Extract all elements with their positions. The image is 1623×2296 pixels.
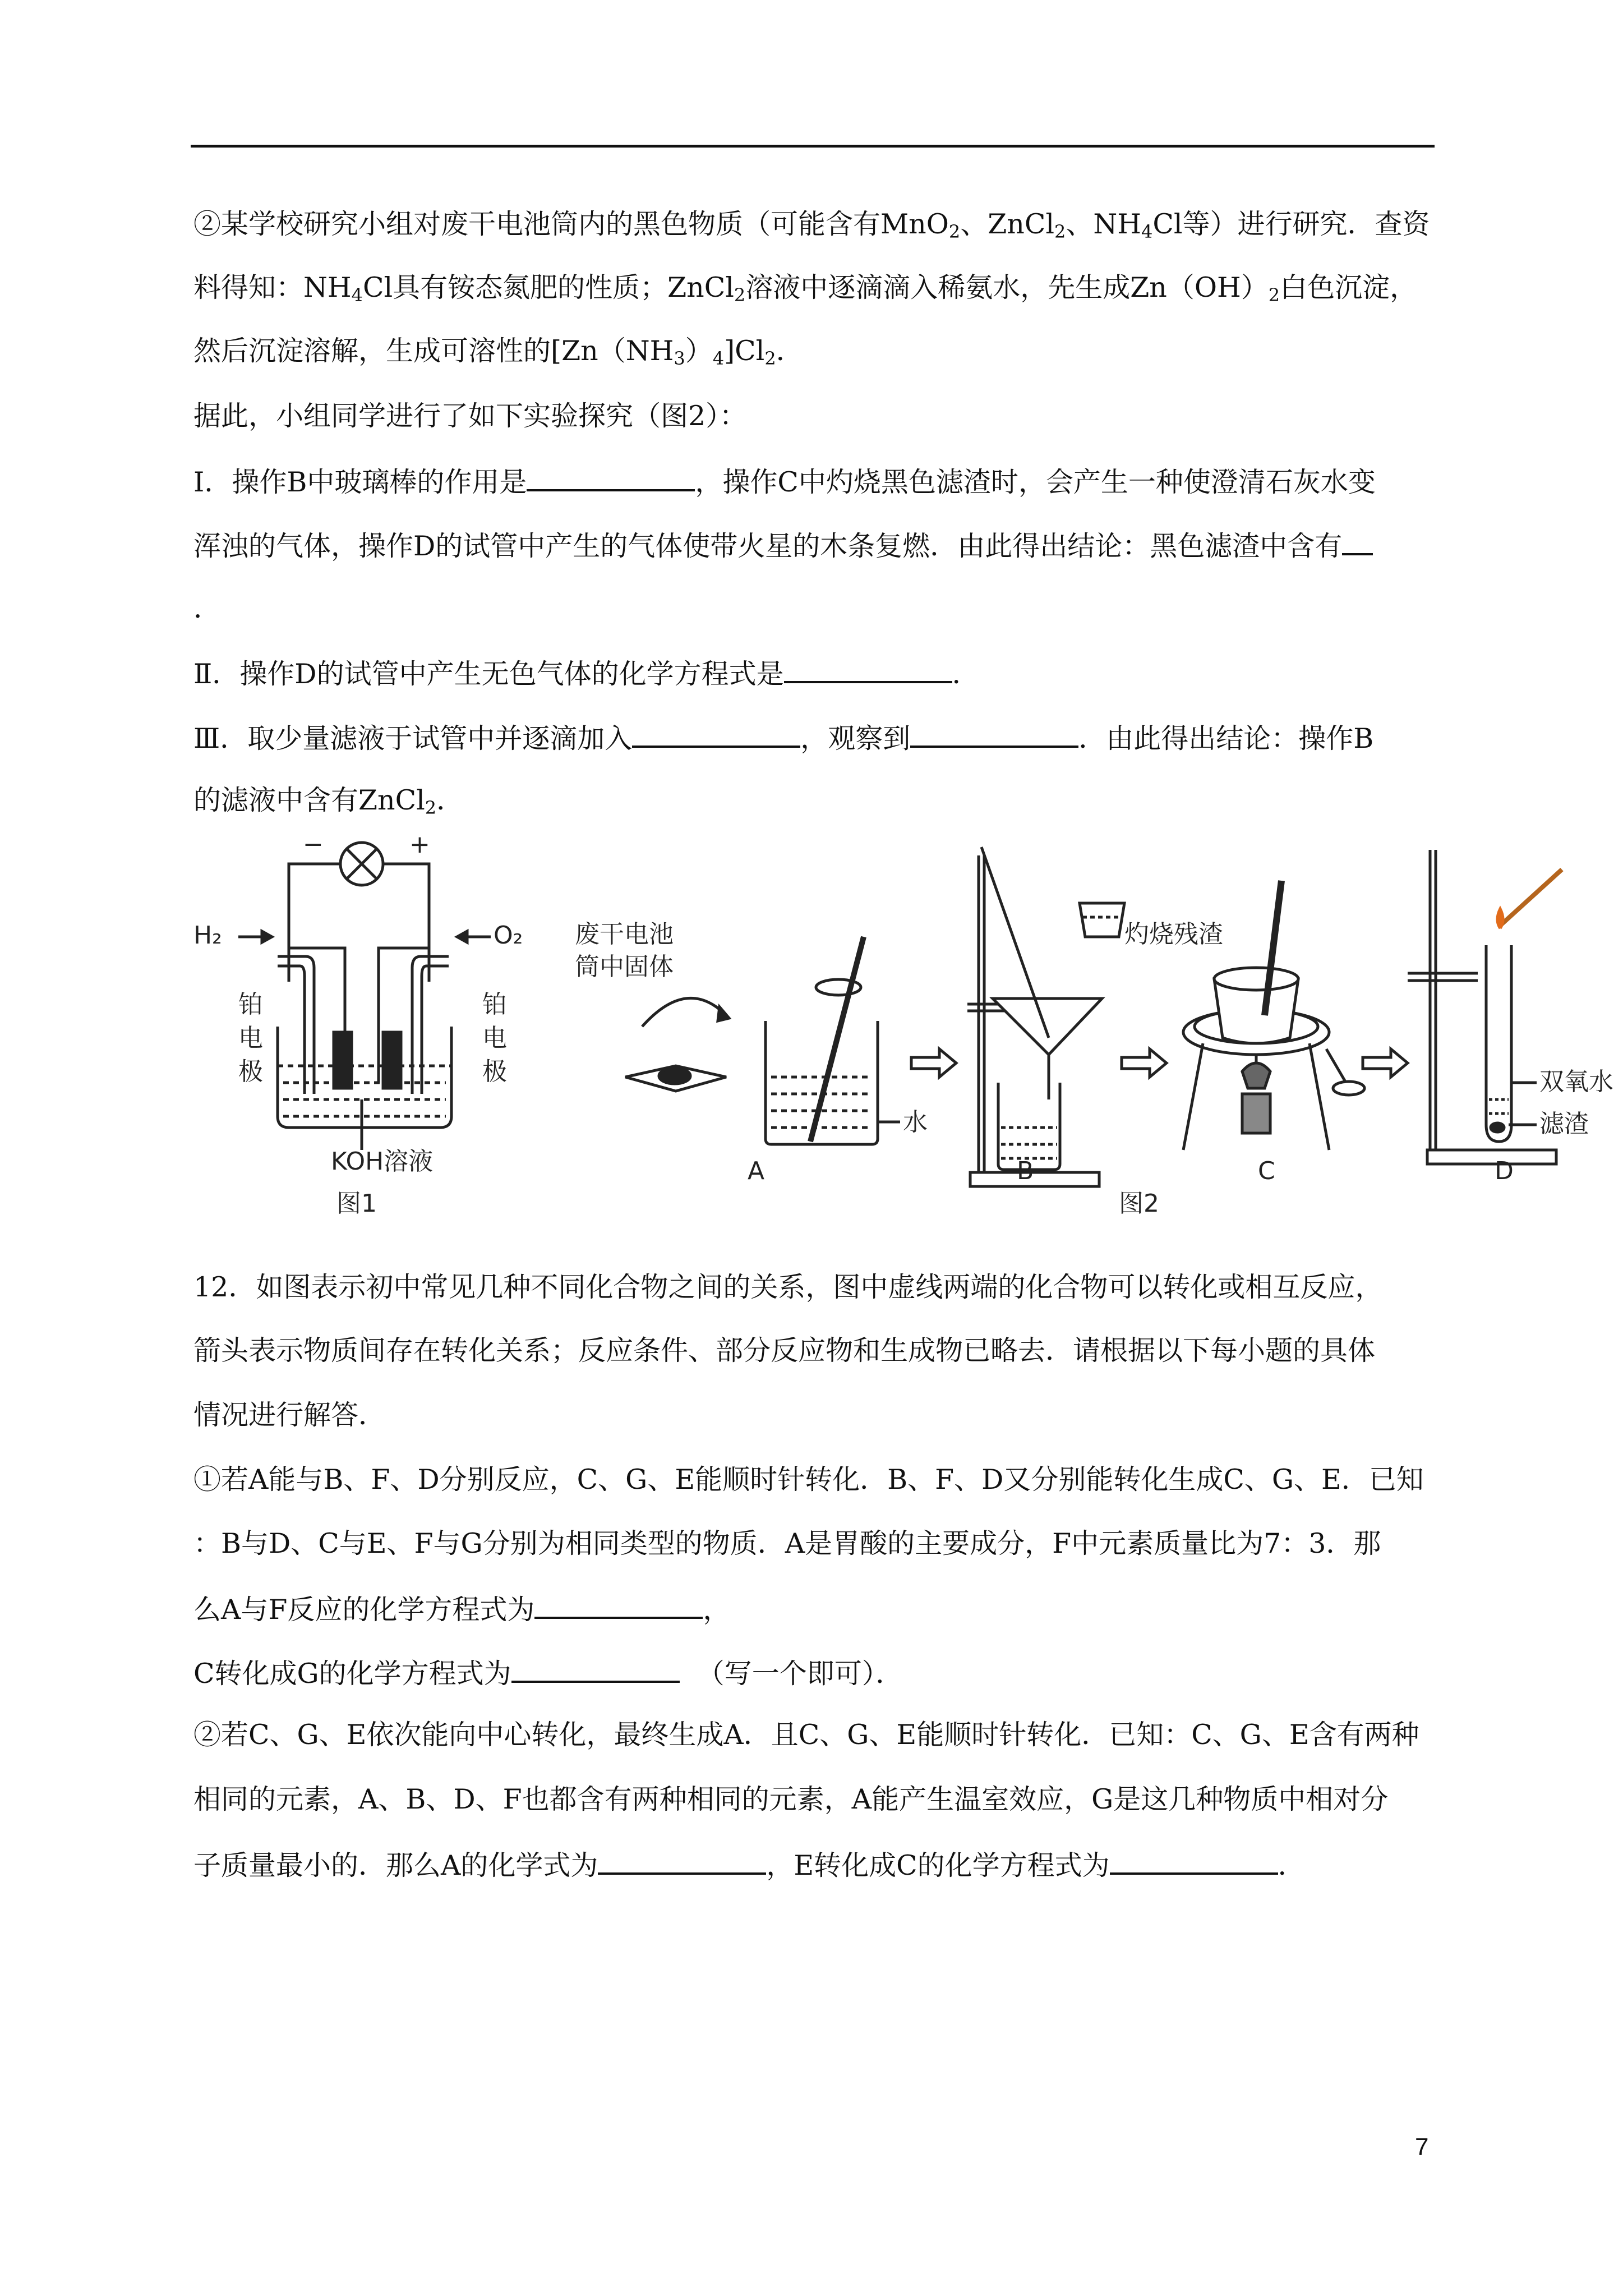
- svg-text:电: 电: [482, 1024, 507, 1052]
- text-line: 浑浊的气体，操作D的试管中产生的气体使带火星的木条复燃．由此得出结论：黑色滤渣中含有: [193, 527, 1450, 563]
- header-rule: [191, 145, 1435, 148]
- page-number: 7: [1415, 2133, 1429, 2161]
- svg-text:滤渣: 滤渣: [1539, 1110, 1589, 1138]
- text-line: 据此，小组同学进行了如下实验探究（图2）：: [193, 400, 747, 432]
- text-line: 子质量最小的．那么A的化学式为 ，E转化成C的化学方程式为 ．: [193, 1847, 1450, 1883]
- answer-blank[interactable]: [1110, 1847, 1278, 1875]
- svg-text:极: 极: [482, 1057, 507, 1086]
- svg-text:C: C: [1258, 1157, 1275, 1185]
- svg-text:灼烧残渣: 灼烧残渣: [1124, 920, 1223, 949]
- answer-blank[interactable]: [598, 1847, 766, 1875]
- svg-text:+: +: [409, 836, 430, 859]
- step-d-test-tube: [1408, 850, 1562, 1164]
- text-line: ．: [193, 592, 222, 624]
- svg-text:图1: 图1: [336, 1189, 377, 1218]
- text-line: 么A与F反应的化学方程式为 ，: [193, 1591, 1450, 1627]
- text-line: ：B与D、C与E、F与G分别为相同类型的物质．A是胃酸的主要成分，F中元素质量比为7：3．那: [193, 1527, 1381, 1559]
- svg-text:极: 极: [238, 1057, 263, 1086]
- text-line: 料得知：$NH_4Cl$具有铵态氮肥的性质；ZnCl$_2$溶液中逐滴滴入稀氨水，先生成$Zn(OH)_2$白色沉淀，: [193, 272, 1418, 306]
- svg-text:铂: 铂: [482, 990, 507, 1019]
- svg-text:铂: 铂: [238, 990, 263, 1019]
- text-line: 情况进行解答．: [193, 1399, 386, 1431]
- step-b-filter: [967, 847, 1124, 1186]
- answer-blank[interactable]: [784, 655, 952, 683]
- svg-text:A: A: [748, 1157, 765, 1185]
- svg-text:B: B: [1017, 1157, 1034, 1185]
- svg-text:图2: 图2: [1119, 1189, 1159, 1218]
- text-line: C转化成G的化学方程式为 （写一个即可）．: [193, 1655, 1450, 1691]
- text-line: Ⅲ．取少量滤液于试管中并逐滴加入 ，观察到 ．由此得出结论：操作B: [193, 720, 1450, 756]
- text-line: ②某学校研究小组对废干电池筒内的黑色物质（可能含有MnO$_2$、ZnCl$_2$、$NH_4Cl$等）进行研究．查资: [193, 208, 1430, 242]
- svg-text:O₂: O₂: [494, 921, 523, 950]
- svg-text:电: 电: [238, 1024, 263, 1052]
- svg-text:水: 水: [903, 1108, 928, 1137]
- svg-text:筒中固体: 筒中固体: [575, 953, 674, 981]
- text-line: 箭头表示物质间存在转化关系；反应条件、部分反应物和生成物已略去．请根据以下每小题的具体: [193, 1335, 1376, 1366]
- svg-text:KOH溶液: KOH溶液: [331, 1147, 434, 1176]
- svg-text:双氧水: 双氧水: [1539, 1068, 1613, 1096]
- svg-text:废干电池: 废干电池: [575, 920, 674, 949]
- answer-blank[interactable]: [527, 463, 695, 491]
- text-line: ①若A能与B、F、D分别反应，C、G、E能顺时针转化．B、F、D又分别能转化生成C、G、E．已知: [193, 1464, 1424, 1496]
- text-line: 相同的元素，A、B、D、F也都含有两种相同的元素，A能产生温室效应，G是这几种物质中相对分: [193, 1783, 1389, 1815]
- answer-blank[interactable]: [1342, 527, 1373, 555]
- text-line: Ⅰ．操作B中玻璃棒的作用是 ，操作C中灼烧黑色滤渣时，会产生一种使澄清石灰水变: [193, 463, 1450, 499]
- svg-text:−: −: [303, 836, 324, 859]
- answer-blank[interactable]: [910, 720, 1078, 748]
- text-line: Ⅱ．操作D的试管中产生无色气体的化学方程式是 ．: [193, 655, 1450, 691]
- experiment-figure: [193, 836, 1623, 1223]
- text-line: 的滤液中含有ZnCl$_2$．: [193, 784, 464, 818]
- svg-text:H₂: H₂: [193, 921, 222, 950]
- answer-blank[interactable]: [534, 1591, 703, 1619]
- answer-blank[interactable]: [632, 720, 800, 748]
- text-line: 然后沉淀溶解，生成可溶性的$[Zn(NH_3)_4]Cl_2$．: [193, 335, 804, 369]
- svg-text:D: D: [1495, 1157, 1514, 1185]
- text-line: ②若C、G、E依次能向中心转化，最终生成A．且C、G、E能顺时针转化．已知：C、G、E含有两种: [193, 1719, 1419, 1751]
- text-line: 12．如图表示初中常见几种不同化合物之间的关系，图中虚线两端的化合物可以转化或相互反应，: [193, 1271, 1383, 1303]
- answer-blank[interactable]: [511, 1655, 680, 1683]
- fuel-cell-diagram: [238, 843, 491, 1150]
